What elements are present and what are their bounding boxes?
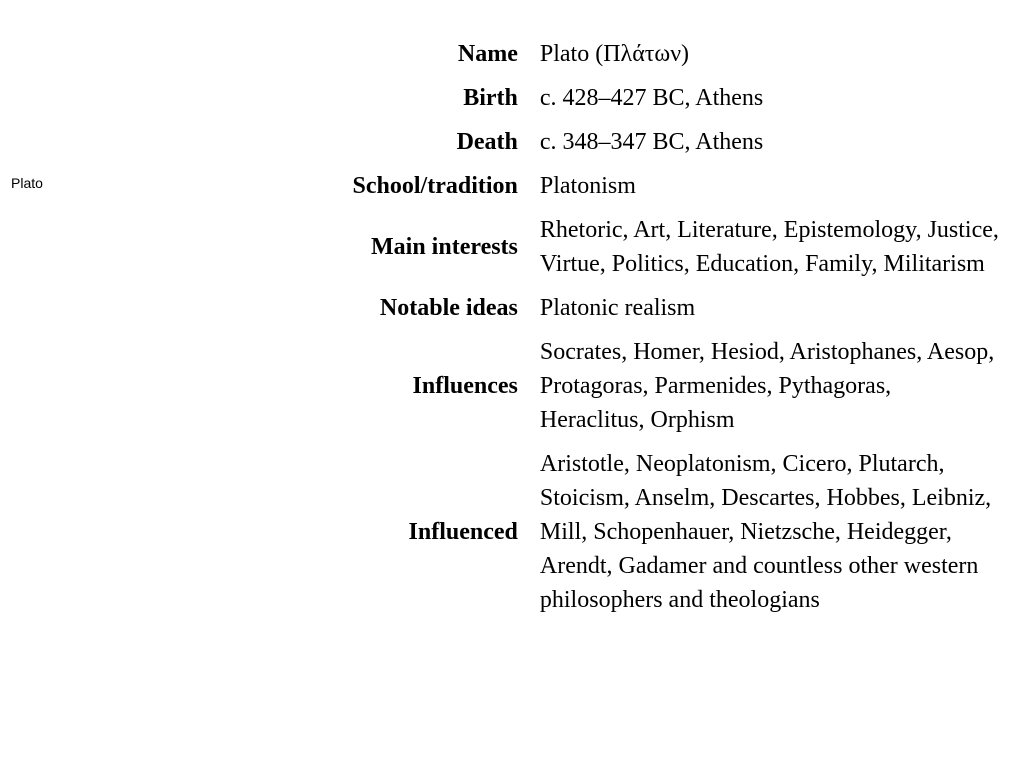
infobox-row-school <box>300 164 1000 208</box>
infobox-value: Rhetoric, Art, Literature, Epistemology, Justice, Virtue, Politics, Education, Family, Militarism <box>539 217 999 277</box>
infobox-label: Main interests <box>371 234 518 260</box>
infobox-row-main-interests <box>300 208 1000 286</box>
infobox-row-influenced <box>300 442 1000 622</box>
infobox-value: Aristotle, Neoplatonism, Cicero, Plutarch, Stoicism, Anselm, Descartes, Hobbes, Leibniz, Mill, Schopenhauer, Nietzsche, Heidegger, Arendt, Gadamer and countless other western philosophers and theologians <box>539 451 992 613</box>
infobox-row-death <box>300 120 1000 164</box>
infobox-label: Influenced <box>408 519 518 545</box>
infobox-row-name <box>300 32 1000 76</box>
infobox-value: c. 348–347 BC, Athens <box>539 129 764 155</box>
infobox-label: Name <box>457 41 518 67</box>
infobox-value: Platonic realism <box>539 295 696 321</box>
infobox-label: Influences <box>412 373 518 399</box>
infobox-value: c. 428–427 BC, Athens <box>539 85 764 111</box>
infobox-row-influences <box>300 330 1000 442</box>
infobox-label: Notable ideas <box>379 295 518 321</box>
infobox-value: Socrates, Homer, Hesiod, Aristophanes, Aesop, Protagoras, Parmenides, Pythagoras, Heraclitus, Orphism <box>539 339 995 433</box>
infobox-value: Platonism <box>539 173 636 199</box>
infobox-row-notable-ideas <box>300 286 1000 330</box>
infobox-label: Death <box>456 129 518 155</box>
infobox-label: Birth <box>463 85 518 111</box>
infobox-value: Plato (Πλάτων) <box>539 41 690 67</box>
image-caption: Plato <box>11 175 43 191</box>
philosopher-infobox <box>300 32 1000 622</box>
infobox-label: School/tradition <box>352 173 518 199</box>
infobox-row-birth <box>300 76 1000 120</box>
